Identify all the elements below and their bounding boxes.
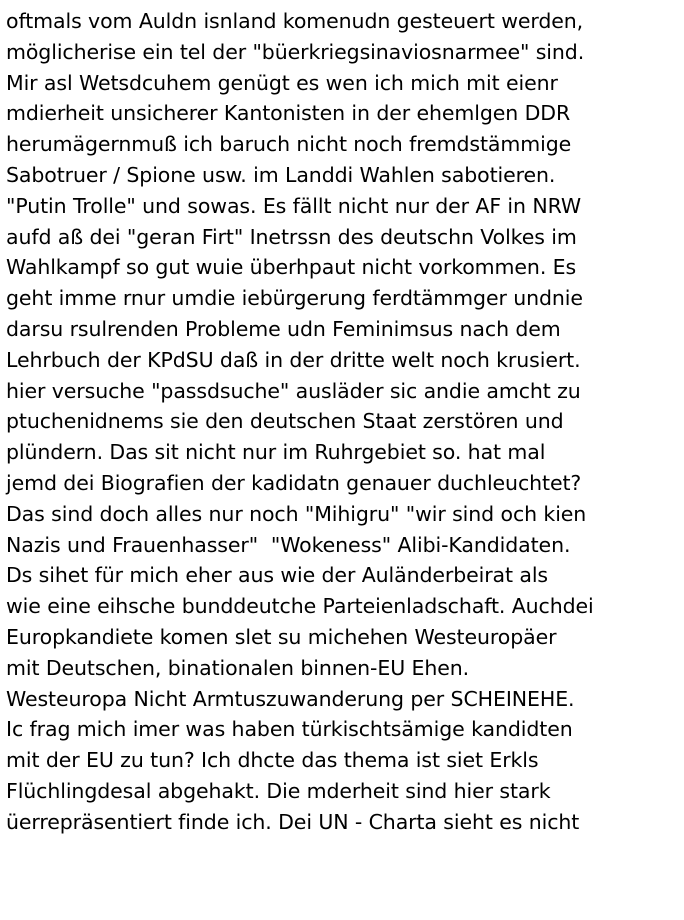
text-line: Ic frag mich imer was haben türkischtsämige kandidten — [6, 717, 573, 742]
text-line: üerrepräsentiert finde ich. Dei UN - Charta sieht es nicht — [6, 809, 580, 834]
text-line: mit Deutschen, binationalen binnen-EU Ehen. — [6, 655, 470, 680]
text-line: wie eine eihsche bunddeutche Parteienladschaft. Auchdei — [6, 594, 594, 619]
text-line: hier versuche "passdsuche" ausläder sic andie amcht zu — [6, 378, 581, 403]
text-line: plündern. Das sit nicht nur im Ruhrgebiet so. hat mal — [6, 440, 546, 465]
text-line: Wahlkampf so gut wuie überhpaut nicht vorkommen. Es — [6, 255, 577, 280]
text-line: möglicherise ein tel der "büerkriegsinaviosnarmee" sind. — [6, 39, 585, 64]
text-line: geht imme rnur umdie iebürgerung ferdtämmger undnie — [6, 286, 583, 311]
text-line: ptuchenidnems sie den deutschen Staat zerstören und — [6, 409, 564, 434]
text-line: oftmals vom Auldn isnland komenudn gesteuert werden, — [6, 9, 584, 33]
text-line: Sabotruer / Spione usw. im Landdi Wahlen sabotieren. — [6, 162, 556, 187]
text-line: Lehrbuch der KPdSU daß in der dritte welt noch krusiert. — [6, 347, 581, 372]
text-line: Europkandiete komen slet su michehen Westeuropäer — [6, 624, 557, 649]
text-line: Westeuropa Nicht Armtuszuwanderung per SCHEINEHE. — [6, 686, 575, 711]
text-line: darsu rsulrenden Probleme udn Feminimsus nach dem — [6, 316, 561, 341]
text-line: Nazis und Frauenhasser" "Wokeness" Alibi-Kandidaten. — [6, 532, 571, 557]
text-line: herumägernmuß ich baruch nicht noch fremdstämmige — [6, 132, 572, 157]
text-line: Das sind doch alles nur noch "Mihigru" "wir sind och kien — [6, 501, 587, 526]
text-line: "Putin Trolle" und sowas. Es fällt nicht nur der AF in NRW — [6, 193, 582, 218]
text-line: Ds sihet für mich eher aus wie der Auländerbeirat als — [6, 563, 549, 588]
text-line: jemd dei Biografien der kadidatn genauer duchleuchtet? — [6, 470, 582, 495]
text-line: mit der EU zu tun? Ich dhcte das thema ist siet Erkls — [6, 748, 539, 773]
text-line: Mir asl Wetsdcuhem genügt es wen ich mich mit eienr — [6, 70, 558, 95]
text-line: aufd aß dei "geran Firt" Inetrssn des deutschn Volkes im — [6, 224, 577, 249]
text-line: mdierheit unsicherer Kantonisten in der ehemlgen DDR — [6, 101, 571, 126]
text-line: Flüchlingdesal abgehakt. Die mderheit sind hier stark — [6, 778, 551, 803]
